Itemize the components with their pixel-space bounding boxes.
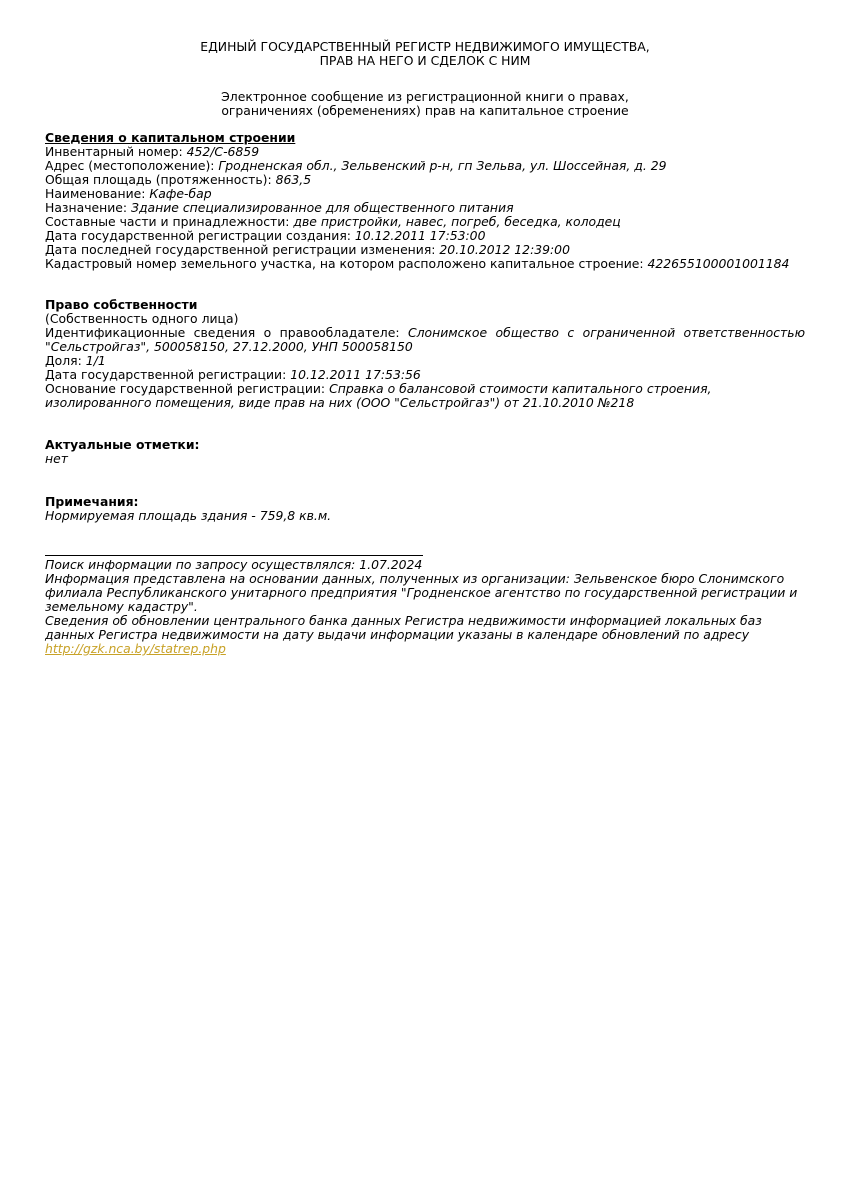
field-registration-created-date <box>45 229 805 243</box>
marks-value: нет <box>45 451 68 466</box>
field-value: Кафе-бар <box>149 186 212 201</box>
field-registration-basis <box>45 382 805 410</box>
field-label: Дата государственной регистрации: <box>45 367 287 382</box>
ownership-section <box>45 298 805 410</box>
statrep-link[interactable]: http://gzk.nca.by/statrep.php <box>45 641 226 656</box>
marks-section-heading: Актуальные отметки: <box>45 437 200 452</box>
document-subtitle-line1: Электронное сообщение из регистрационной книги о правах, <box>221 89 629 104</box>
building-section-heading: Сведения о капитальном строении <box>45 130 296 145</box>
field-label: Идентификационные сведения о правообладателе: <box>45 325 400 340</box>
field-cadastral-number <box>45 257 805 271</box>
field-components <box>45 215 805 229</box>
field-value: 10.12.2011 17:53:00 <box>354 228 486 243</box>
field-label: Адрес (местоположение): <box>45 158 215 173</box>
field-total-area <box>45 173 805 187</box>
field-value: Гродненская обл., Зельвенский р-н, гп Зельва, ул. Шоссейная, д. 29 <box>218 158 667 173</box>
statrep-link-line <box>45 642 805 656</box>
field-label: Инвентарный номер: <box>45 144 183 159</box>
footer-separator-line <box>45 555 423 556</box>
field-rightholder <box>45 326 805 354</box>
document-title-line2: ПРАВ НА НЕГО И СДЕЛОК С НИМ <box>319 53 531 68</box>
field-label: Составные части и принадлежности: <box>45 214 290 229</box>
field-value: 452/С-6859 <box>186 144 260 159</box>
field-label: Основание государственной регистрации: <box>45 381 326 396</box>
field-inventory-number <box>45 145 805 159</box>
field-registration-changed-date <box>45 243 805 257</box>
notes-section-heading: Примечания: <box>45 494 139 509</box>
field-value: Справка о балансовой стоимости капитального строения, изолированного помещения, виде прав на них (ООО "Сельстройгаз") от 21.10.2010 №218 <box>45 381 712 410</box>
document-subtitle <box>45 90 805 118</box>
field-address <box>45 159 805 173</box>
field-label: Дата государственной регистрации создания: <box>45 228 351 243</box>
notes-value: Нормируемая площадь здания - 759,8 кв.м. <box>45 508 332 523</box>
building-info-section <box>45 131 805 271</box>
search-date-line: Поиск информации по запросу осуществлялся: 1.07.2024 <box>45 557 423 572</box>
field-value: 1/1 <box>85 353 106 368</box>
field-registration-date <box>45 368 805 382</box>
field-value: Слонимское общество с ограниченной ответственностью "Сельстройгаз", 500058150, 27.12.2000, УНП 500058150 <box>45 325 805 354</box>
ownership-section-heading: Право собственности <box>45 297 198 312</box>
actual-marks-section <box>45 438 805 466</box>
field-label: Дата последней государственной регистрации изменения: <box>45 242 436 257</box>
field-value: 863,5 <box>275 172 312 187</box>
field-label: Наименование: <box>45 186 146 201</box>
document-title-line1: ЕДИНЫЙ ГОСУДАРСТВЕННЫЙ РЕГИСТР НЕДВИЖИМОГО ИМУЩЕСТВА, <box>200 39 650 54</box>
document-title <box>45 40 805 68</box>
field-value: 422655100001001184 <box>647 256 790 271</box>
notes-section <box>45 495 805 523</box>
field-name <box>45 187 805 201</box>
field-value: 10.12.2011 17:53:56 <box>290 367 421 382</box>
field-value: Здание специализированное для общественного питания <box>131 200 514 215</box>
document-footer <box>45 555 805 656</box>
field-label: Назначение: <box>45 200 128 215</box>
field-label: Доля: <box>45 353 82 368</box>
field-share <box>45 354 805 368</box>
field-label: Кадастровый номер земельного участка, на котором расположено капитальное строение: <box>45 256 644 271</box>
document-header <box>45 40 805 118</box>
document-subtitle-line2: ограничениях (обременениях) прав на капитальное строение <box>221 103 629 118</box>
information-source-paragraph: Информация представлена на основании данных, полученных из организации: Зельвенское бюро Слонимского филиала Республиканского унитарного предприятия "Гродненское агентство по государственной регистрации и земельному кадастру". <box>45 571 798 614</box>
ownership-type: (Собственность одного лица) <box>45 311 239 326</box>
field-label: Общая площадь (протяженность): <box>45 172 272 187</box>
field-value: 20.10.2012 12:39:00 <box>439 242 570 257</box>
field-purpose <box>45 201 805 215</box>
update-info-paragraph: Сведения об обновлении центрального банка данных Регистра недвижимости информацией локальных баз данных Регистра недвижимости на дату выдачи информации указаны в календаре обновлений по адресу <box>45 613 762 642</box>
field-value: две пристройки, навес, погреб, беседка, колодец <box>293 214 621 229</box>
